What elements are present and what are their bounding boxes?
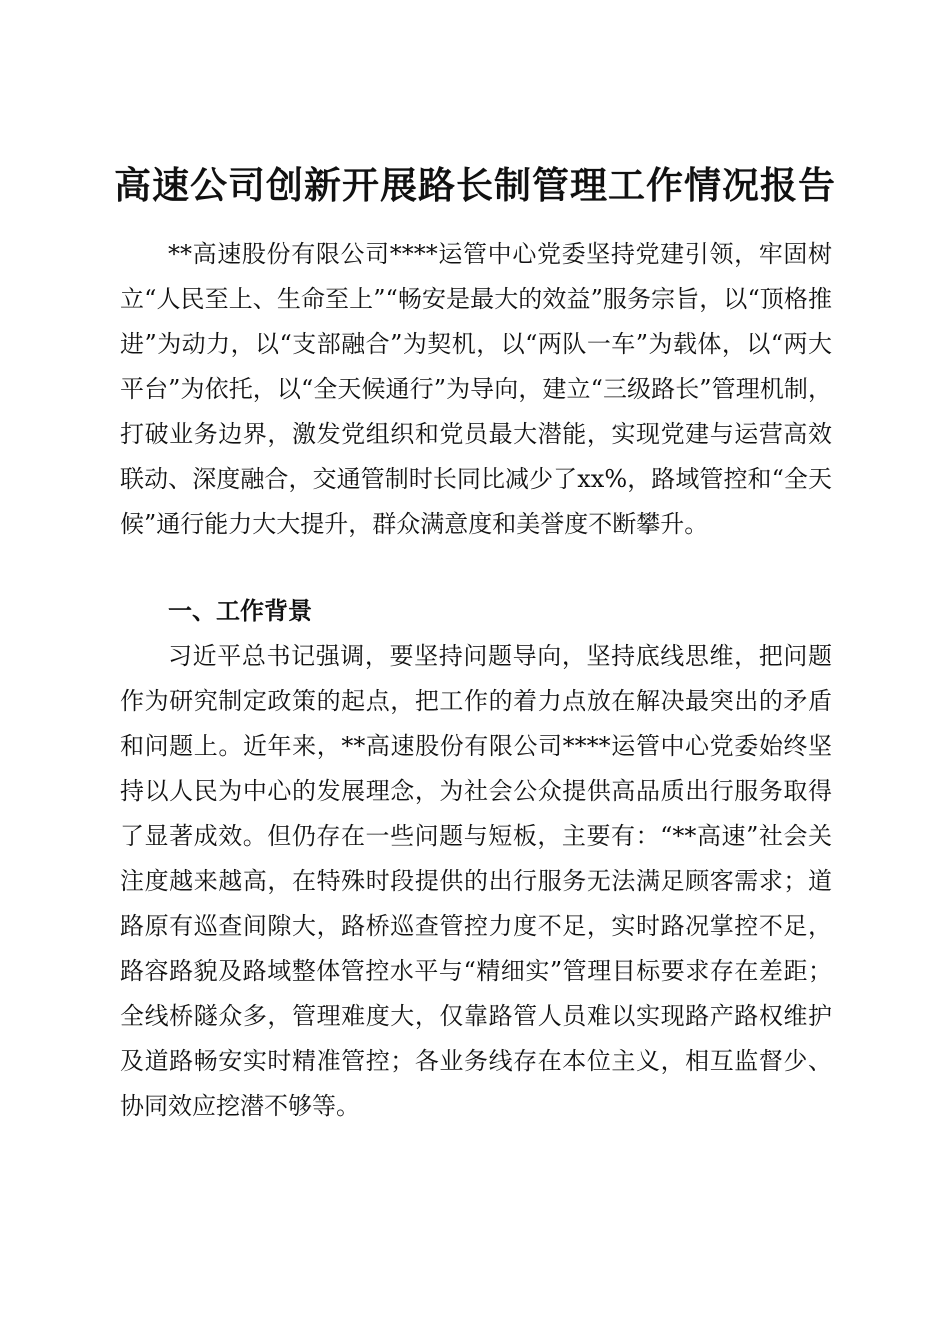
intro-paragraph: **高速股份有限公司****运管中心党委坚持党建引领，牢固树立“人民至上、生命至上”“畅安是最大的效益”服务宗旨，以“顶格推进”为动力，以“支部融合”为契机，以“两队一车”为载体，以“两大平台”为依托，以“全天候通行”为导向，建立“三级路长”管理机制，打破业务边界，激发党组织和党员最大潜能，实现党建与运营高效联动、深度融合，交通管制时长同比减少了xx%，路域管控和“全天候”通行能力大大提升，群众满意度和美誉度不断攀升。 — [120, 240, 832, 538]
document-title: 高速公司创新开展路长制管理工作情况报告 — [114, 162, 836, 207]
section-heading-background: 一、工作背景 — [168, 596, 312, 625]
background-paragraph: 习近平总书记强调，要坚持问题导向，坚持底线思维，把问题作为研究制定政策的起点，把工作的着力点放在解决最突出的矛盾和问题上。近年来，**高速股份有限公司****运管中心党委始终坚持以人民为中心的发展理念，为社会公众提供高品质出行服务取得了显著成效。但仍存在一些问题与短板，主要有：“**高速”社会关注度越来越高，在特殊时段提供的出行服务无法满足顾客需求；道路原有巡查间隙大，路桥巡查管控力度不足，实时路况掌控不足，路容路貌及路域整体管控水平与“精细实”管理目标要求存在差距；全线桥隧众多，管理难度大，仅靠路管人员难以实现路产路权维护及道路畅安实时精准管控；各业务线存在本位主义，相互监督少、协同效应挖潜不够等。 — [120, 642, 832, 1120]
